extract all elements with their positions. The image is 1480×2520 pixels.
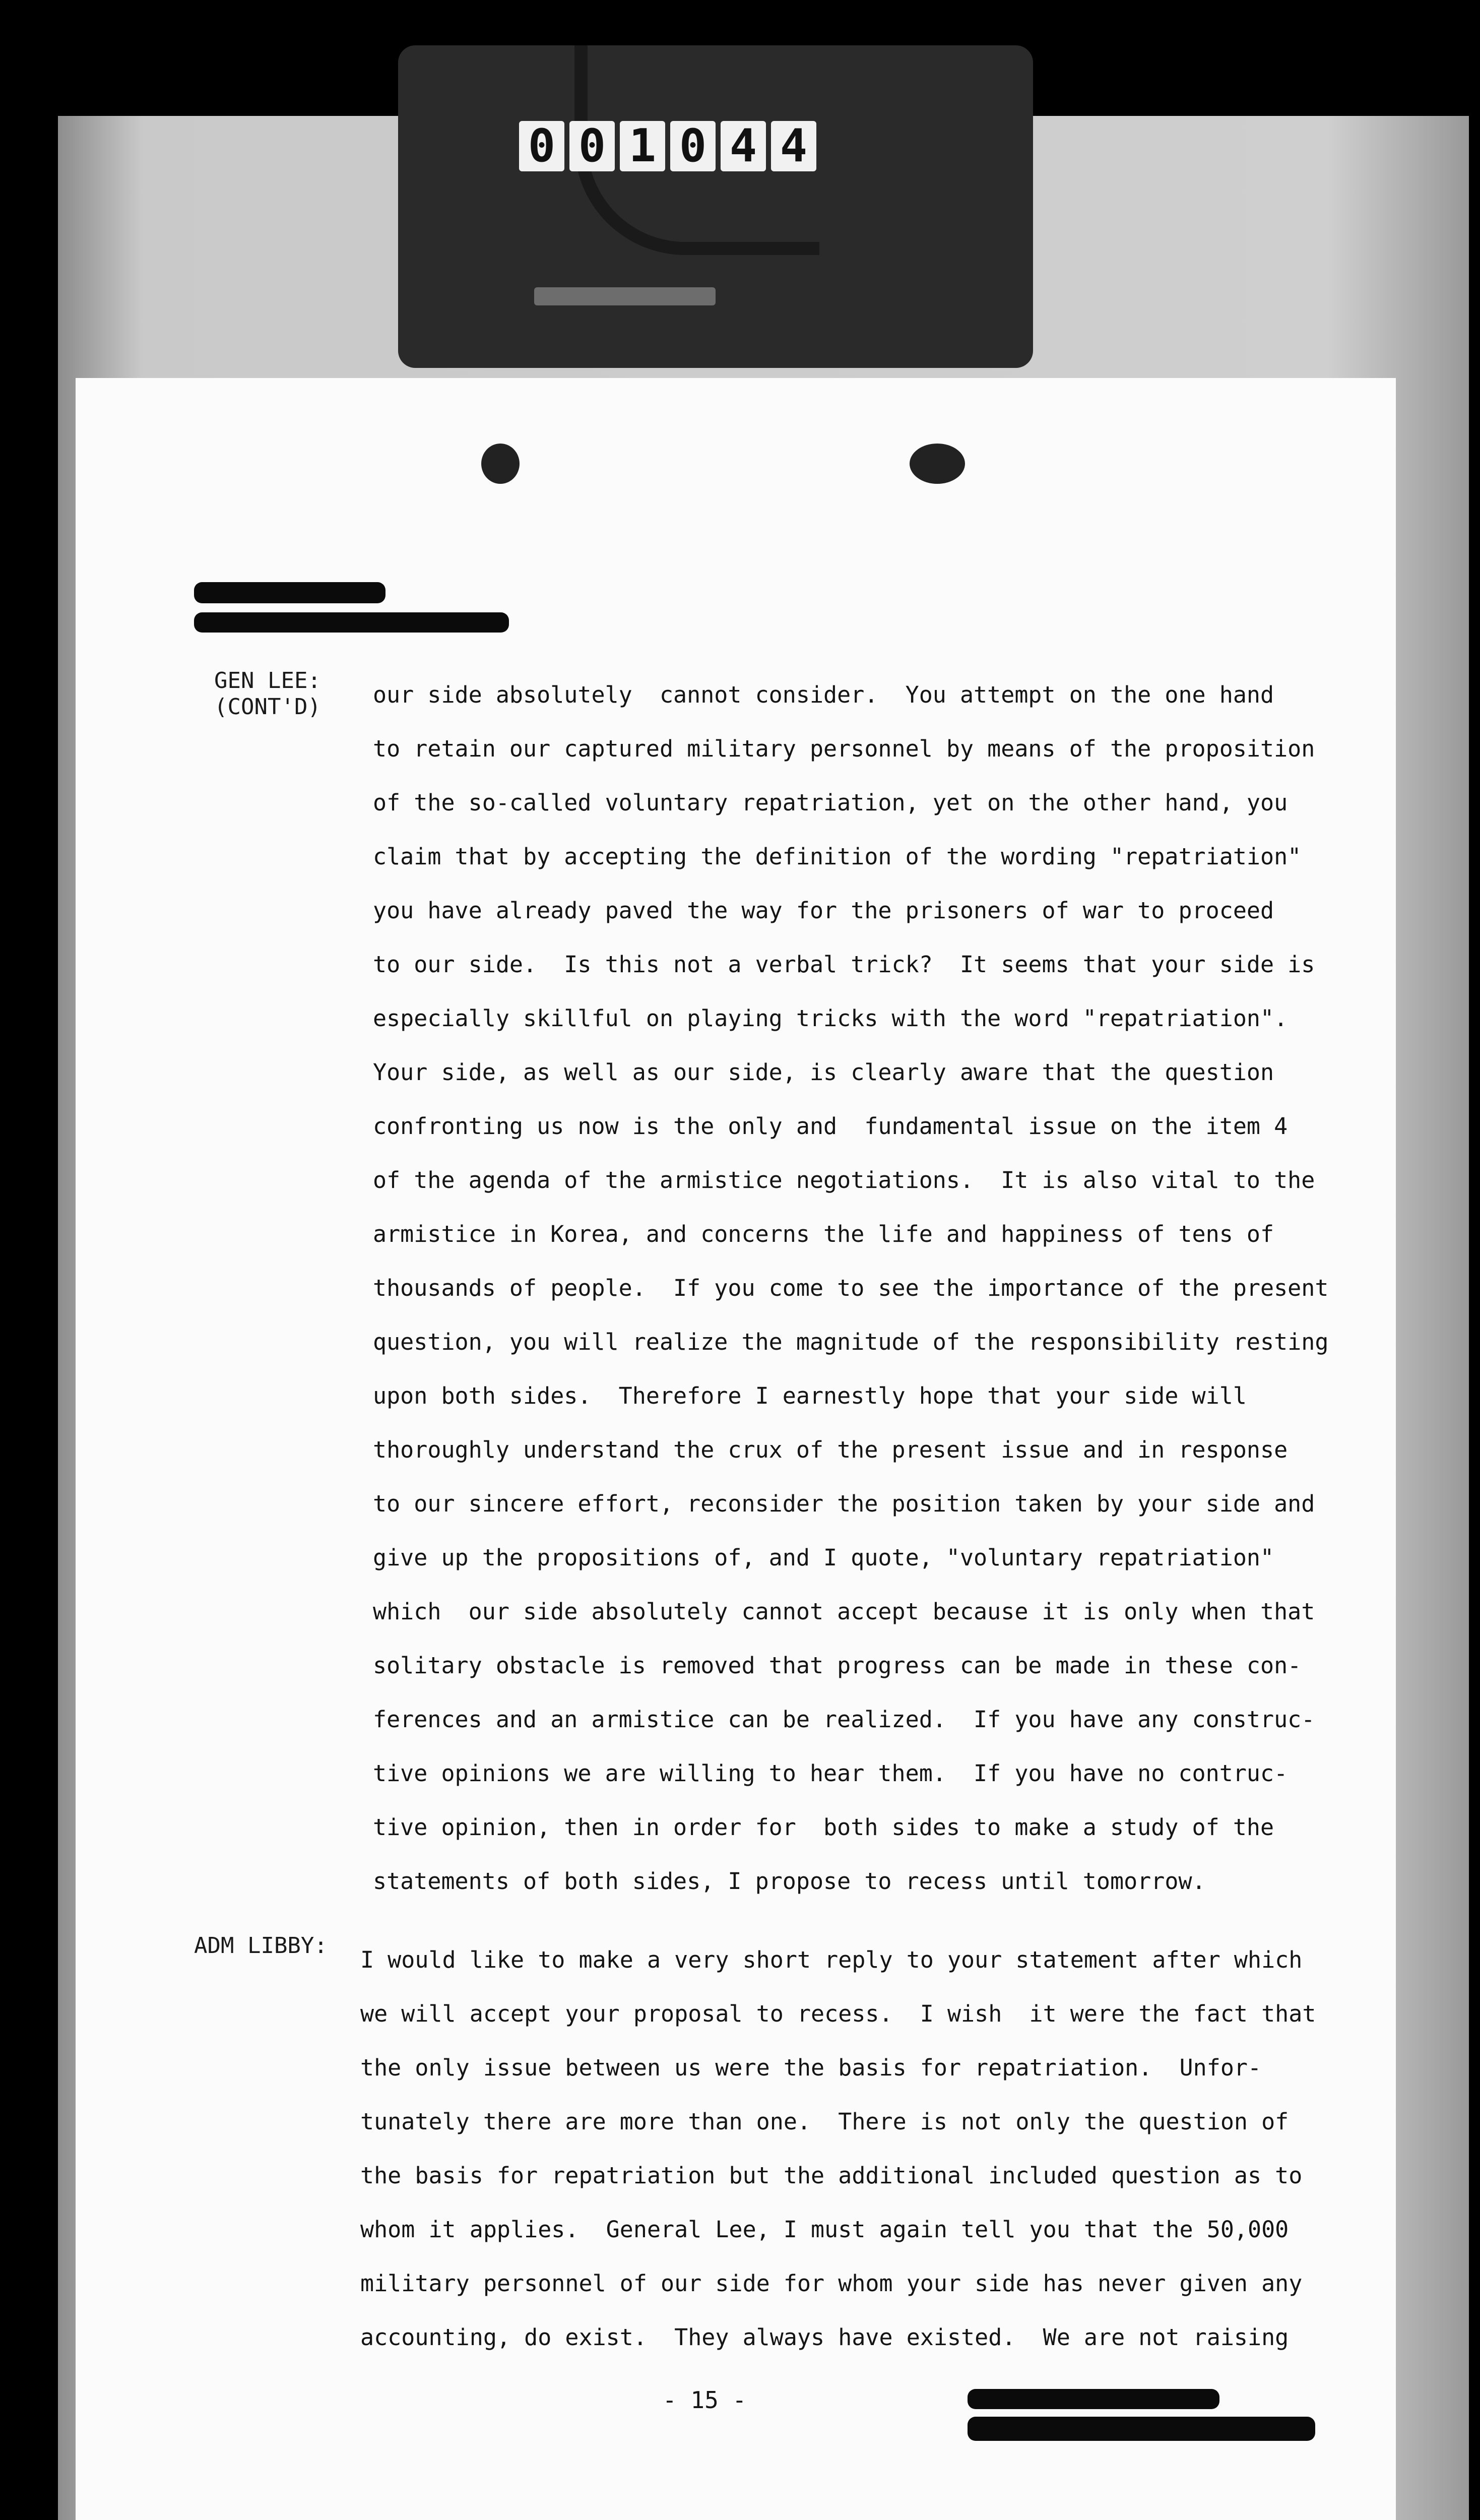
punch-hole [481, 444, 520, 484]
speaker-name: GEN LEE: [214, 668, 321, 694]
speaker-label-gen-lee [214, 668, 321, 720]
counter-readout [519, 121, 816, 171]
redaction-bar [194, 612, 509, 633]
text-line: to our side. Is this not a verbal trick? It seems that your side is [373, 951, 1315, 978]
counter-digit: 1 [620, 121, 665, 171]
counter-digit: 0 [569, 121, 615, 171]
text-line: military personnel of our side for whom your side has never given any [360, 2270, 1303, 2297]
text-line: ferences and an armistice can be realized. If you have any construc- [373, 1706, 1315, 1733]
text-line: accounting, do exist. They always have existed. We are not raising [360, 2324, 1289, 2351]
page-number: - 15 - [663, 2386, 747, 2414]
text-line: tive opinion, then in order for both sides to make a study of the [373, 1814, 1274, 1841]
text-line: question, you will realize the magnitude of the responsibility resting [373, 1329, 1329, 1355]
counter-slot [534, 287, 716, 305]
text-line: you have already paved the way for the prisoners of war to proceed [373, 897, 1274, 924]
statement-adm-libby [360, 1933, 1373, 2364]
text-line: Your side, as well as our side, is clearly aware that the question [373, 1059, 1274, 1086]
redaction-bar [194, 582, 385, 603]
text-line: solitary obstacle is removed that progress can be made in these con- [373, 1652, 1302, 1679]
text-line: our side absolutely cannot consider. You attempt on the one hand [373, 681, 1274, 708]
counter-digit: 0 [519, 121, 564, 171]
text-line: thoroughly understand the crux of the present issue and in response [373, 1436, 1288, 1463]
text-line: tive opinions we are willing to hear them. If you have no contruc- [373, 1760, 1288, 1787]
text-line: upon both sides. Therefore I earnestly hope that your side will [373, 1382, 1247, 1409]
document-page [76, 378, 1396, 2520]
text-line: confronting us now is the only and fundamental issue on the item 4 [373, 1113, 1288, 1140]
text-line: statements of both sides, I propose to recess until tomorrow. [373, 1868, 1206, 1895]
punch-hole [910, 444, 965, 484]
text-line: claim that by accepting the definition of the wording "repatriation" [373, 843, 1302, 870]
redaction-bar [968, 2417, 1315, 2441]
text-line: give up the propositions of, and I quote, "voluntary repatriation" [373, 1544, 1274, 1571]
text-line: to retain our captured military personnel by means of the proposition [373, 735, 1315, 762]
counter-digit: 4 [721, 121, 766, 171]
redaction-bar [968, 2389, 1219, 2409]
text-line: of the agenda of the armistice negotiations. It is also vital to the [373, 1167, 1315, 1193]
speaker-continued: (CONT'D) [214, 694, 321, 720]
text-line: whom it applies. General Lee, I must again tell you that the 50,000 [360, 2216, 1289, 2243]
text-line: the only issue between us were the basis for repatriation. Unfor- [360, 2054, 1262, 2081]
text-line: especially skillful on playing tricks with the word "repatriation". [373, 1005, 1288, 1032]
speaker-label-adm-libby: ADM LIBBY: [194, 1933, 328, 1959]
statement-gen-lee [373, 668, 1376, 1908]
text-line: which our side absolutely cannot accept because it is only when that [373, 1598, 1315, 1625]
text-line: tunately there are more than one. There is not only the question of [360, 2108, 1289, 2135]
text-line: of the so-called voluntary repatriation, yet on the other hand, you [373, 789, 1288, 816]
text-line: to our sincere effort, reconsider the position taken by your side and [373, 1490, 1315, 1517]
text-line: armistice in Korea, and concerns the life and happiness of tens of [373, 1221, 1274, 1247]
counter-digit: 0 [670, 121, 716, 171]
counter-digit: 4 [771, 121, 816, 171]
text-line: I would like to make a very short reply to your statement after which [360, 1946, 1303, 1973]
text-line: thousands of people. If you come to see the importance of the present [373, 1275, 1329, 1301]
frame-counter [398, 45, 1033, 368]
text-line: the basis for repatriation but the additional included question as to [360, 2162, 1303, 2189]
text-line: we will accept your proposal to recess. I wish it were the fact that [360, 2000, 1316, 2027]
